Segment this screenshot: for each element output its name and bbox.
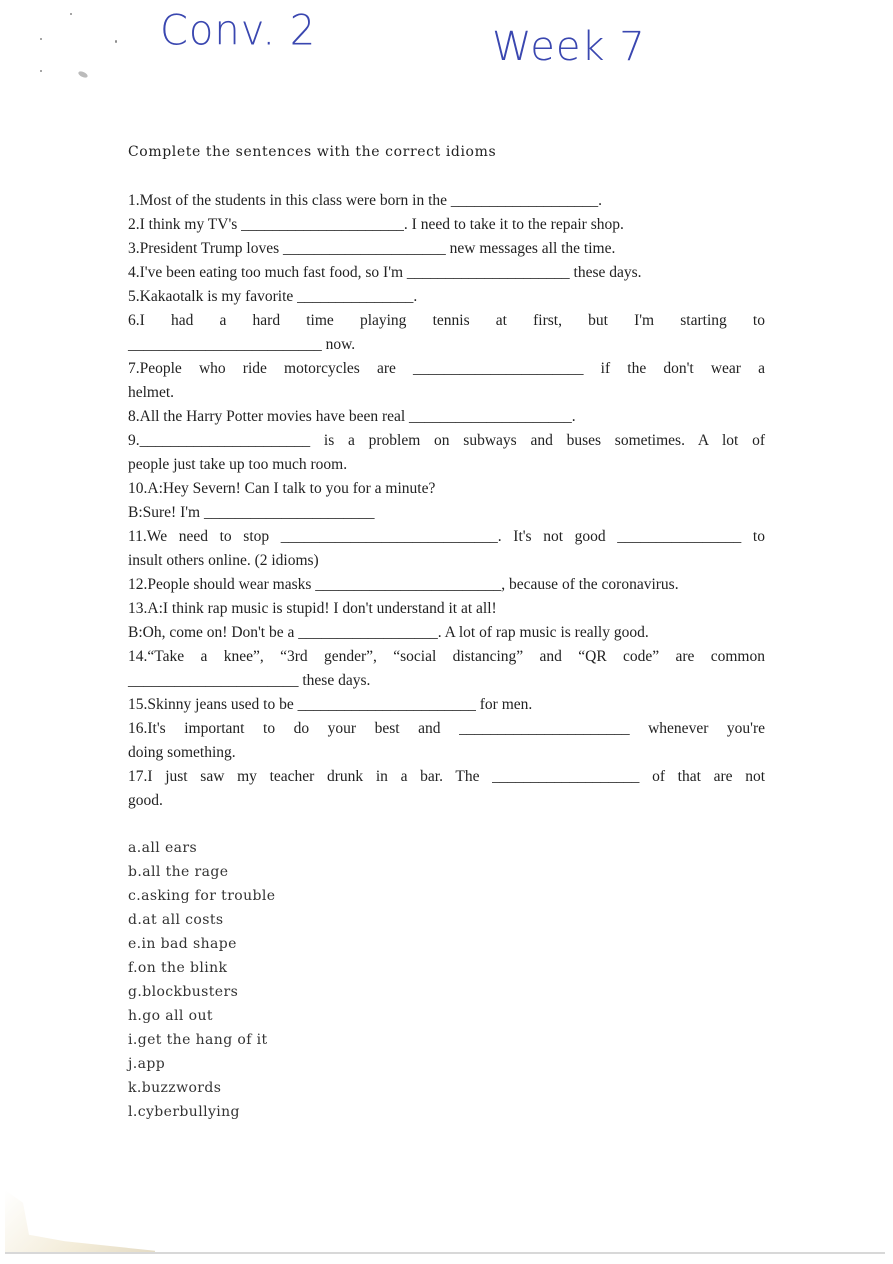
question-14-line-2: ______________________ these days.: [128, 672, 371, 689]
question-13-b: B:Oh, come on! Don't be a __________________. A lot of rap music is really good.: [128, 624, 649, 641]
question-17-line-1: 17.I just saw my teacher drunk in a bar. The ___________________ of that are not: [128, 768, 765, 785]
paper-stain: [5, 1190, 155, 1254]
question-12: 12.People should wear masks ________________________, because of the coronavirus.: [128, 576, 679, 593]
question-11-line-1: 11.We need to stop ____________________________. It's not good ________________ to: [128, 528, 765, 545]
option-b: b.all the rage: [128, 864, 229, 880]
question-list: [128, 189, 765, 813]
handwritten-class-label: Conv. 2: [160, 6, 317, 56]
question-15: 15.Skinny jeans used to be _______________________ for men.: [128, 696, 533, 713]
question-13-a: 13.A:I think rap music is stupid! I don't understand it at all!: [128, 600, 497, 617]
question-2: 2.I think my TV's _____________________. I need to take it to the repair shop.: [128, 216, 624, 233]
option-i: i.get the hang of it: [128, 1032, 268, 1048]
option-e: e.in bad shape: [128, 936, 237, 952]
option-l: l.cyberbullying: [128, 1104, 240, 1120]
question-3: 3.President Trump loves _____________________ new messages all the time.: [128, 240, 616, 257]
option-g: g.blockbusters: [128, 984, 239, 1000]
question-10-a: 10.A:Hey Severn! Can I talk to you for a minute?: [128, 480, 436, 497]
option-j: j.app: [128, 1056, 166, 1072]
question-6-line-1: 6.I had a hard time playing tennis at first, but I'm starting to: [128, 312, 765, 329]
question-11-line-2: insult others online. (2 idioms): [128, 552, 319, 569]
question-9-line-2: people just take up too much room.: [128, 456, 348, 473]
option-c: c.asking for trouble: [128, 888, 276, 904]
question-16-line-1: 16.It's important to do your best and ______________________ whenever you're: [128, 720, 765, 737]
option-a: a.all ears: [128, 840, 198, 856]
question-6-line-2: _________________________ now.: [128, 336, 356, 353]
question-7-line-2: helmet.: [128, 384, 175, 401]
question-1: 1.Most of the students in this class were born in the ___________________.: [128, 192, 602, 209]
question-17-line-2: good.: [128, 792, 163, 809]
handwritten-week-label: Week 7: [492, 24, 646, 70]
option-h: h.go all out: [128, 1008, 213, 1024]
option-f: f.on the blink: [128, 960, 228, 976]
paper-edge-line: [5, 1252, 885, 1254]
instructions: Complete the sentences with the correct idioms: [128, 144, 497, 160]
question-16-line-2: doing something.: [128, 744, 236, 761]
question-9-line-1: 9.______________________ is a problem on subways and buses sometimes. A lot of: [128, 432, 765, 449]
scan-specks: [30, 10, 110, 90]
question-5: 5.Kakaotalk is my favorite _______________.: [128, 288, 418, 305]
option-k: k.buzzwords: [128, 1080, 222, 1096]
idiom-options-list: [128, 836, 275, 1124]
question-4: 4.I've been eating too much fast food, so I'm _____________________ these days.: [128, 264, 642, 281]
question-7-line-1: 7.People who ride motorcycles are ______________________ if the don't wear a: [128, 360, 765, 377]
question-8: 8.All the Harry Potter movies have been real _____________________.: [128, 408, 576, 425]
question-10-b: B:Sure! I'm ______________________: [128, 504, 375, 521]
option-d: d.at all costs: [128, 912, 224, 928]
question-14-line-1: 14.“Take a knee”, “3rd gender”, “social distancing” and “QR code” are common: [128, 648, 765, 665]
